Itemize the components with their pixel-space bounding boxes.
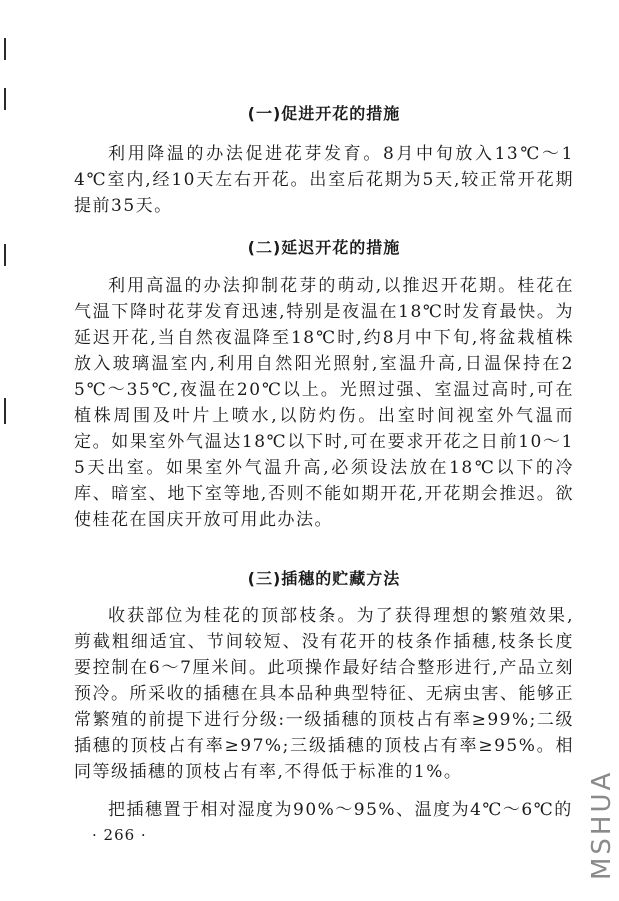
section-1-paragraph: 利用降温的办法促进花芽发育。8月中旬放入13℃～14℃室内,经10天左右开花。出室后花期为5天,较正常开花期提前35天。 — [74, 144, 574, 216]
section-heading-3: (三)插穗的贮藏方法 — [247, 569, 401, 588]
scan-edge-mark — [4, 244, 6, 266]
section-heading-2: (二)延迟开花的措施 — [247, 238, 401, 257]
section-heading-1: (一)促进开花的措施 — [247, 104, 401, 123]
scan-edge-mark — [4, 88, 6, 110]
book-page — [74, 0, 574, 901]
scan-edge-mark — [4, 398, 6, 424]
section-3-paragraph-1: 收获部位为桂花的顶部枝条。为了获得理想的繁殖效果,剪截粗细适宜、节间较短、没有花开的枝条作插穗,枝条长度要控制在6～7厘米间。此项操作最好结合整形进行,产品立刻预冷。所采收的插穗在具本品种典型特征、无病虫害、能够正常繁殖的前提下进行分级:一级插穗的顶枝占有率≥99%;二级插穗的顶枝占有率≥97%;三级插穗的顶枝占有率≥95%。相同等级插穗的顶枝占有率,不得低于标准的1%。 — [74, 606, 574, 782]
scan-edge-mark — [4, 38, 6, 60]
section-3-paragraph-2: 把插穗置于相对湿度为90%～95%、温度为4℃～6℃的 — [108, 800, 573, 820]
watermark-text: MSHUA — [587, 769, 617, 880]
section-2-paragraph: 利用高温的办法抑制花芽的萌动,以推迟开花期。桂花在气温下降时花芽发育迅速,特别是夜温在18℃时发育最快。为延迟开花,当自然夜温降至18℃时,约8月中下旬,将盆栽植株放入玻璃温室内,利用自然阳光照射,室温升高,日温保持在25℃～35℃,夜温在20℃以上。光照过强、室温过高时,可在植株周围及叶片上喷水,以防灼伤。出室时间视室外气温而定。如果室外气温达18℃以下时,可在要求开花之日前10～15天出室。如果室外气温升高,必须设法放在18℃以下的冷库、暗室、地下室等地,否则不能如期开花,开花期会推迟。欲使桂花在国庆开放可用此办法。 — [74, 276, 574, 530]
page-number: · 266 · — [92, 826, 147, 844]
